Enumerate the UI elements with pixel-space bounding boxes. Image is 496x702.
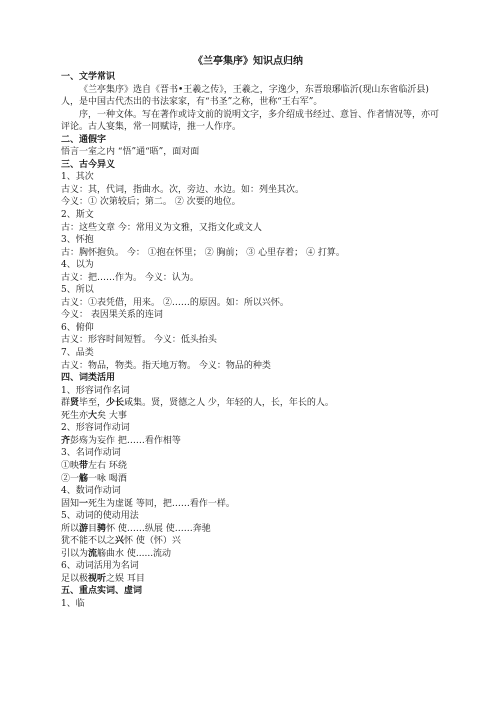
gujin-item-4-def: 古义：把……作为。 今义：认为。	[61, 272, 199, 283]
gujin-item-1: 1、其次	[61, 172, 94, 183]
section-heading-literature: 一、文学常识	[61, 72, 116, 82]
huoyong-item-4-ex: 固知一死生为虚诞 等同，把……看作一样。	[61, 498, 235, 509]
section-heading-huoyong: 四、词类活用	[61, 373, 116, 384]
gujin-item-6: 6、俯仰	[61, 322, 94, 333]
huoyong-item-5-ex2: 犹不能不以之兴怀 使（怀）兴	[61, 536, 181, 547]
huoyong-item-2: 2、形容词作动词	[61, 423, 130, 434]
section-heading-tongjia: 二、通假字	[61, 134, 107, 145]
huoyong-item-5-ex1: 所以游目骋怀 使……纵展 使……奔驰	[61, 523, 211, 534]
huoyong-item-1-ex2: 死生亦大矣 大事	[61, 410, 127, 421]
huoyong-item-5-ex3: 引以为流觞曲水 使......流动	[61, 548, 172, 559]
tongjia-line: 悟言一室之内 “悟”通“晤”，面对面	[61, 147, 200, 158]
gujin-item-7-def: 古义：物品，物类。指天地万物。 今义：物品的种类	[61, 360, 271, 371]
huoyong-item-3: 3、名词作动词	[61, 448, 121, 459]
gujin-item-3-def: 古：胸怀抱负。 今： ①抱在怀里； ② 胸前； ③ 心里存着； ④ 打算。	[61, 247, 345, 258]
gujin-item-4: 4、以为	[61, 260, 94, 271]
gujin-item-1-new: 今义：① 次第较后；第二。 ② 次要的地位。	[61, 197, 241, 208]
gujin-item-5-old: 古义：①表凭借，用来。 ②……的原因。如：所以兴怀。	[61, 297, 289, 308]
huoyong-item-6-ex: 足以极视听之娱 耳目	[61, 573, 145, 584]
shici-item-1: 1、临	[61, 598, 85, 609]
gujin-item-1-old: 古义：其，代词，指曲水。次，旁边、水边。如：列坐其次。	[61, 184, 305, 195]
paragraph-author: 《兰亭集序》选自《晋书•王羲之传》，王羲之，字逸少，东晋琅琊临沂(现山东省临沂县)人，是中国古代杰出的书法家家，有“书圣”之称，世称“王右军”。	[61, 84, 429, 108]
document-title: 《兰亭集序》知识点归纳	[193, 56, 303, 67]
gujin-item-2-def: 古：这些文章 今：常用义为文雅，又指文化或文人	[61, 222, 262, 233]
section-heading-shici: 五、重点实词、虚词	[61, 586, 143, 597]
huoyong-item-4: 4、数词作动词	[61, 486, 121, 497]
huoyong-item-2-ex: 齐彭殇为妄作 把……看作相等	[61, 435, 181, 446]
huoyong-item-3-ex2: ②一觞一咏 喝酒	[61, 473, 127, 484]
huoyong-item-1: 1、形容词作名词	[61, 385, 130, 396]
section-heading-gujin: 三、古今异义	[61, 159, 116, 170]
huoyong-item-6: 6、动词活用为名词	[61, 561, 139, 572]
gujin-item-2: 2、斯文	[61, 210, 94, 221]
paragraph-genre: 序，一种文体。写在著作或诗文前的说明文字，多介绍成书经过、意旨、作者情况等，亦可评论。古人宴集，常一同赋诗，推一人作序。	[61, 109, 440, 133]
gujin-item-6-def: 古义：形容时间短暂。 今义：低头抬头	[61, 335, 217, 346]
gujin-item-7: 7、品类	[61, 348, 94, 359]
document-body	[61, 71, 441, 611]
gujin-item-5-new: 今义： 表因果关系的连词	[61, 310, 163, 321]
huoyong-item-5: 5、动词的使动用法	[61, 511, 139, 522]
huoyong-item-1-ex1: 群贤毕至，少长咸集。贤，贤德之人 少，年轻的人，长，年长的人。	[61, 398, 334, 409]
gujin-item-5: 5、所以	[61, 285, 94, 296]
gujin-item-3: 3、怀抱	[61, 235, 94, 246]
huoyong-item-3-ex1: ①映带左右 环绕	[61, 460, 127, 471]
